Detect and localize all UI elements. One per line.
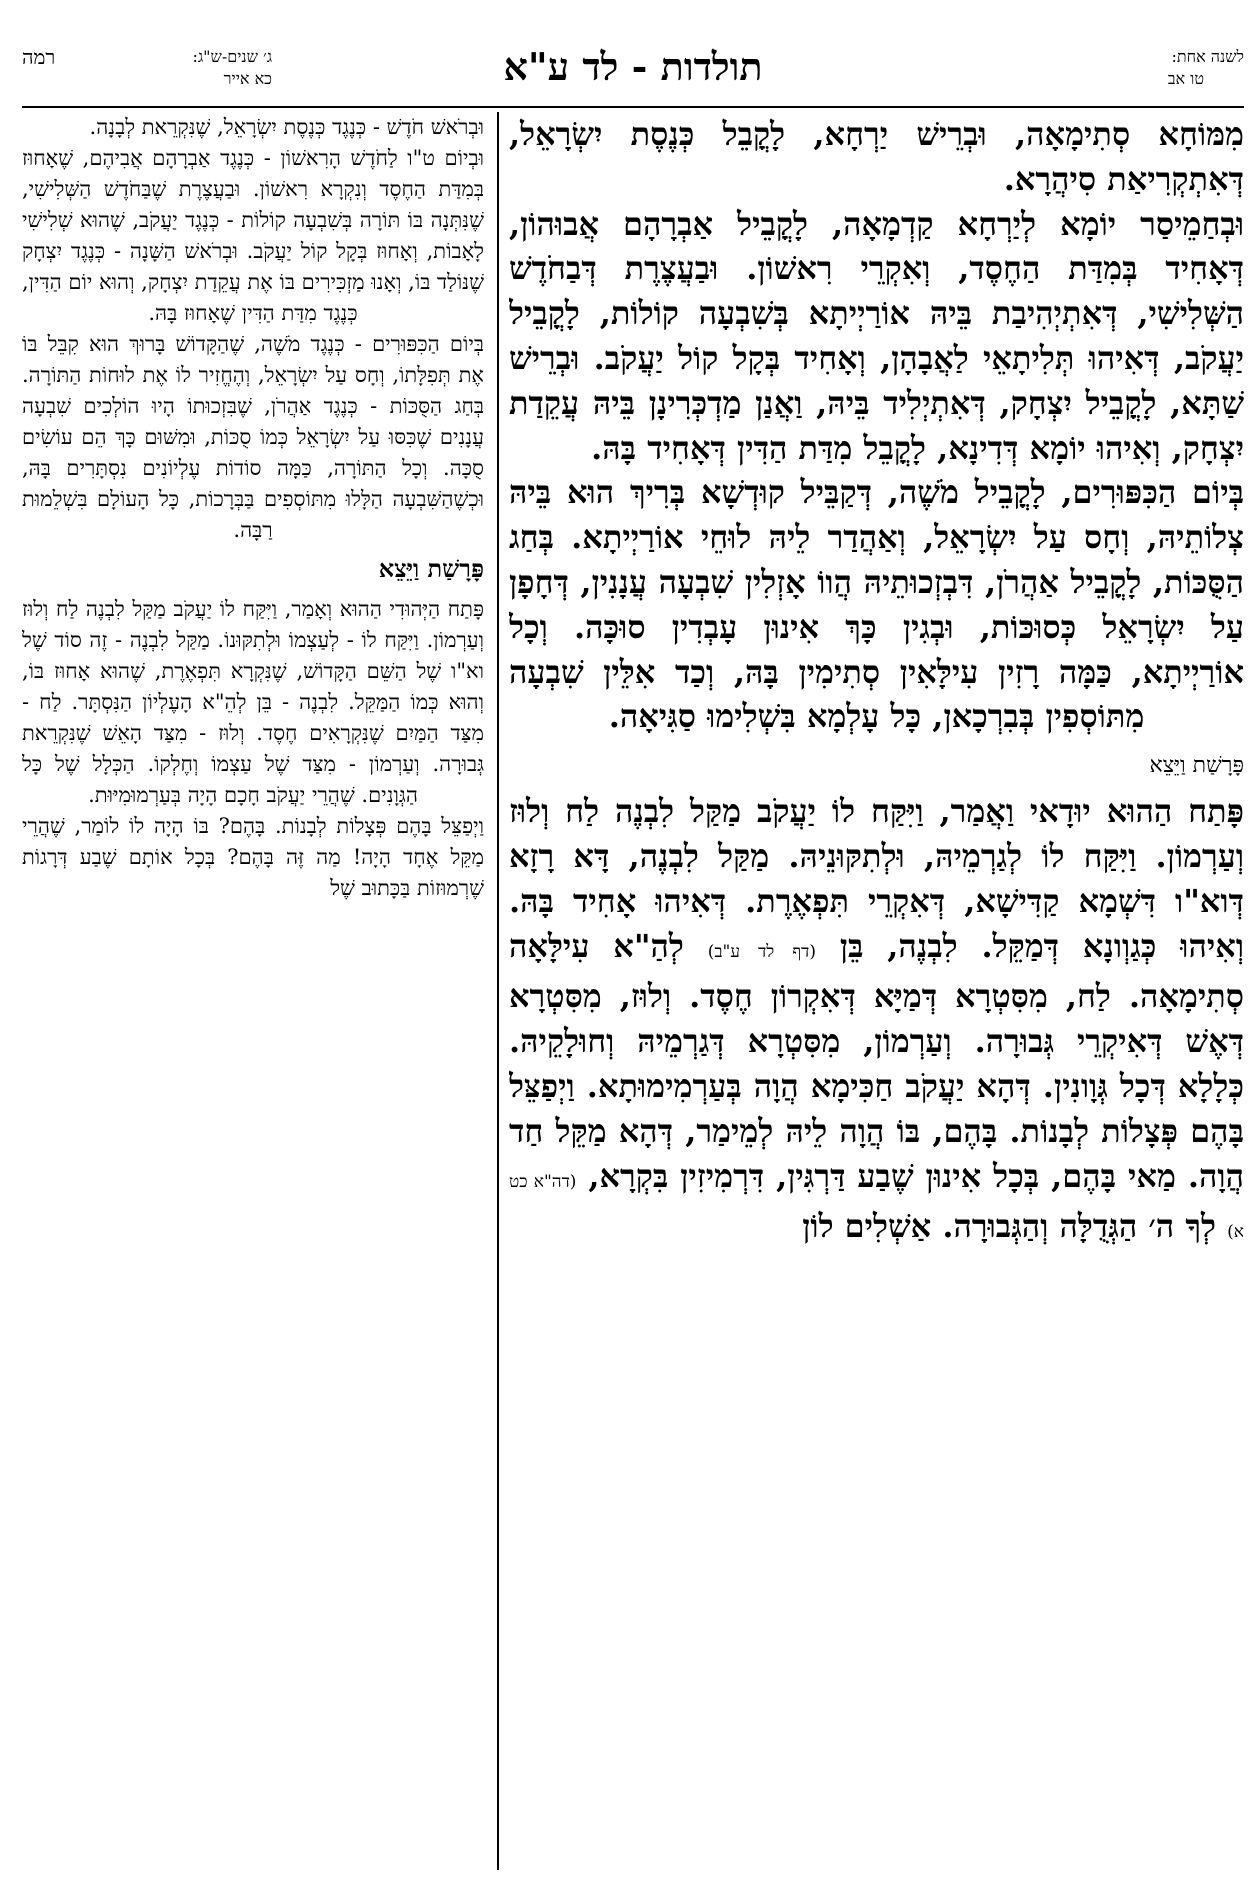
- main-paragraph-2: וּבְחַמֵיסַר יוֹמָא לְיַרְחָא קַדְמָאָה, לָקֳבֵיל אַבְרָהָם אֲבוּהוֹן, דְּאָחִיד בְּמִדַּת הַחֶסֶד, וְאִקְרֵי רִאשׁוֹן. וּבַעֲצֶרֶת דְּבַחֹדֶשׁ הַשְּׁלִישִׁי, דְּאִתְיְהִיבַת בֵּיהּ אוֹרַיְיתָא בְּשִׁבְעָה קוֹלוֹת, לָקֳבֵיל יַעֲקֹב, דְּאִיהוּ תְּלִיתָאֵי לַאֲבָהָן, וְאָחִיד בְּקָל קוֹל יַעֲקֹב. וּבְרֵישׁ שַׁתָּא, לָקֳבֵיל יִצְחָק, דְּאִתְיְלִיד בֵּיהּ, וַאֲנַן מַדְכְּרִינָן בֵּיהּ עֲקֵדַת יִצְחָק, וְאִיהוּ יוֹמָא דְּדִינָא, לָקֳבֵל מִדַּת הַדִּין דְּאָחִיד בָּהּ.: [509, 204, 1244, 467]
- main-section-title: פָּרָשַׁת וַיֵּצֵא: [1149, 753, 1244, 779]
- main-text-column: [509, 112, 1244, 1870]
- level-label: רמה: [22, 45, 56, 69]
- commentary-paragraph-1: וּבְרֹאשׁ חֹדֶשׁ - כְּנֶגֶד כְּנֶסֶת יִשְׂרָאֵל, שֶׁנִּקְרֵאת לְבָנָה.: [89, 115, 484, 139]
- page-reference: (דף לד ע"ב): [707, 941, 816, 962]
- main-p4-part2: לְהַ"א עִילָּאָה סְתִימָאָה. לַח, מִסִּטְרָא דְּמַיָּא דְּאִקְרוֹן חֶסֶד. וְלוּז, מִסִּטְרָא דְּאֶשׁ דְּאִיקְרֵי גְּבוּרָה. וְעַרְמוֹן, מִסִּטְרָא דְּגַרְמֵיהּ וְחוּלָקֵיהּ. כְּלָלָא דְּכָל גְּוָונִין. דְּהָא יַעֲקֹב חַכִּימָא הֲוָה בְּעַרְמִימוּתָא. וַיְפַצֵּל בָּהֶם פְּצָלוֹת לְבָנוֹת. בָּהֶם, בּוֹ הֲוָה לֵיהּ לְמֵימַר, דְּהָא מַקֵּל חַד הֲוָה. מַאי בָּהֶם, בְּכָל אִינוּן שֶׁבַע דַּרְגִּין, דִּרְמִיזִין בִּקְרָא,: [509, 926, 1244, 1195]
- page-header: [22, 40, 1244, 106]
- verse-reference: (דה"א כט א): [509, 1171, 1244, 1243]
- main-p4-part1: פָּתַח הַהוּא יוּדָאי וַאֲמַר, וַיִּקַּח לוֹ יַעֲקֹב מַקַּל לִבְנֶה לַח וְלוּז וְעַרְמוֹן. וַיִּקַּח לוֹ לְגַרְמֵיהּ, וּלְתִקּוּנֵיהּ. מַקַּל לִבְנֶה, דָּא רָזָא דְּוא"ו דִּשְׁמָא קַדִּישָׁא, דְּאִקְרֵי תִּפְאֶרֶת. דְּאִיהוּ אָחִיד בָּהּ. וְאִיהוּ כְּגַוְונָא דְּמַקֵּל. לִבְנֶה, בֵּן: [509, 792, 1244, 965]
- daily-schedule-three-years: [22, 46, 272, 90]
- main-paragraph-4: [509, 789, 1244, 1255]
- three-years-label: ג׳ שנים-ש"ג:: [192, 47, 272, 66]
- column-divider: [497, 112, 499, 1870]
- commentary-paragraph-3: בְּיוֹם הַכִּפּוּרִים - כְּנֶגֶד מֹשֶׁה, שֶׁהַקָּדוֹשׁ בָּרוּךְ הוּא קִבֵּל בּוֹ אֶת תְּפִלָּתוֹ, וְחָס עַל יִשְׂרָאֵל, וְהֶחֱזִיר לוֹ אֶת לוּחוֹת הַתּוֹרָה. בְּחַג הַסֻּכּוֹת - כְּנֶגֶד אַהֲרֹן, שֶׁבִּזְכוּתוֹ הָיוּ הוֹלְכִים שִׁבְעָה עֲנָנִים שֶׁכִּסּוּ עַל יִשְׂרָאֵל כְּמוֹ סֻכּוֹת, וּמִשּׁוּם כָּךְ הֵם עוֹשִׂים סֻכָּה. וְכָל הַתּוֹרָה, כַּמָּה סוֹדוֹת עֶלְיוֹנִים נִסְתָּרִים בָּהּ, וּכְשֶׁהַשִּׁבְעָה הַלָּלוּ מִתּוֹסְפִים בַּבְּרָכוֹת, כָּל הָעוֹלָם בִּשְׁלֵמוּת רַבָּה.: [22, 332, 484, 542]
- one-year-label: לשנה אחת:: [1171, 47, 1244, 66]
- commentary-paragraph-2: וּבְיוֹם ט"ו לַחֹדֶשׁ הָרִאשׁוֹן - כְּנֶגֶד אַבְרָהָם אֲבִיהֶם, שֶׁאָחוּז בְּמִדַּת הַחֶסֶד וְנִקְרָא רִאשׁוֹן. וּבַעֲצֶרֶת שֶׁבַּחֹדֶשׁ הַשְּׁלִישִׁי, שֶׁנִּתְּנָה בּוֹ תּוֹרָה בְּשִׁבְעָה קוֹלוֹת - כְּנֶגֶד יַעֲקֹב, שֶׁהוּא שְׁלִישִׁי לָאָבוֹת, וְאָחוּז בְּקָל קוֹל יַעֲקֹב. וּבְרֹאשׁ הַשָּׁנָה - כְּנֶגֶד יִצְחָק שֶׁנּוֹלַד בּוֹ, וְאָנוּ מַזְכִּירִים בּוֹ אֶת עֲקֵדַת יִצְחָק, וְהוּא יוֹם הַדִּין, כְּנֶגֶד מִדַּת הַדִּין שֶׁאָחוּז בָּהּ.: [22, 146, 484, 325]
- three-years-date: כא אייר: [223, 69, 272, 88]
- header-rule: [22, 106, 1244, 108]
- one-year-date: טו אב: [1167, 69, 1204, 88]
- main-p4-part3: לְךָ ה׳ הַגְּדֻלָּה וְהַגְּבוּרָה. אַשְׁלִים לוֹן: [802, 1207, 1217, 1246]
- commentary-paragraph-4: פָּתַח הַיְּהוּדִי הַהוּא וְאָמַר, וַיִּקַּח לוֹ יַעֲקֹב מַקַּל לִבְנֶה לַח וְלוּז וְעַרְמוֹן. וַיִּקַּח לוֹ - לְעַצְמוֹ וּלְתִקּוּנוֹ. מַקַּל לִבְנֶה - זֶה סוֹד שֶׁל וא"ו שֶׁל הַשֵּׁם הַקָּדוֹשׁ, שֶׁנִּקְרָא תִּפְאֶרֶת, שֶׁהוּא אָחוּז בּוֹ, וְהוּא כְּמוֹ הַמַּקֵּל. לִבְנֶה - בֵּן לְהֵ"א הָעֶלְיוֹן הַנִּסְתָּר. לַח - מִצַּד הַמַּיִם שֶׁנִּקְרָאִים חֶסֶד. וְלוּז - מִצַּד הָאֵשׁ שֶׁנִּקְרֵאת גְּבוּרָה. וְעַרְמוֹן - מִצַּד שֶׁל עַצְמוֹ וְחֶלְקוֹ. הַכְּלָל שֶׁל כָּל הַגְּוָנִים. שֶׁהֲרֵי יַעֲקֹב חָכָם הָיָה בְּעַרְמוּמִיּוּת.: [22, 597, 484, 807]
- page-title: תולדות - לד ע"א: [503, 44, 763, 89]
- main-paragraph-3: בְּיוֹם הַכִּפּוּרִים, לָקֳבֵיל מֹשֶׁה, דְּקַבֵּיל קוּדְשָׁא בְּרִיךְ הוּא בֵּיהּ צְלוֹתֵיהּ, וְחָס עַל יִשְׂרָאֵל, וְאַהֲדַר לֵיהּ לוּחֵי אוֹרַיְיתָא. בְּחַג הַסֻּכּוֹת, לָקֳבֵיל אַהֲרֹן, דִּבְזְכוּתֵיהּ הֲווֹ אָזְלִין שִׁבְעָה עֲנָנִין, דְּחָפָן עַל יִשְׂרָאֵל כְּסוּכּוֹת, וּבְגִין כָּךְ אִינוּן עָבְדִין סוּכָּה. וְכָל אוֹרַיְיתָא, כַּמָּה רָזִין עִילָּאִין סְתִימִין בָּהּ, וְכַד אִלֵּין שִׁבְעָה מִתּוֹסְפִין בְּבִרְכָאן, כָּל עָלְמָא בִּשְׁלִימוּ סַגִּיאָה.: [509, 473, 1244, 736]
- main-paragraph-1: מִמּוֹחָא סְתִימָאָה, וּבְרֵישׁ יַרְחָא, לָקֳבֵל כְּנֶסֶת יִשְׂרָאֵל, דְּאִתְקְרִיאַת סִיהֲרָא.: [509, 115, 1244, 198]
- page: [22, 40, 1244, 1870]
- commentary-paragraph-5: וַיְפַצֵּל בָּהֶם פְּצָלוֹת לְבָנוֹת. בָּהֶם? בּוֹ הָיָה לוֹ לוֹמַר, שֶׁהֲרֵי מַקֵּל אֶחָד הָיָה! מַה זֶּה בָּהֶם? בְּכָל אוֹתָם שֶׁבַע דְּרָגוֹת שֶׁרְמוּזוֹת בַּכָּתוּב שֶׁל: [22, 814, 484, 900]
- commentary-section-title: פָּרָשַׁת וַיֵּצֵא: [378, 554, 484, 583]
- commentary-column: [22, 112, 484, 1870]
